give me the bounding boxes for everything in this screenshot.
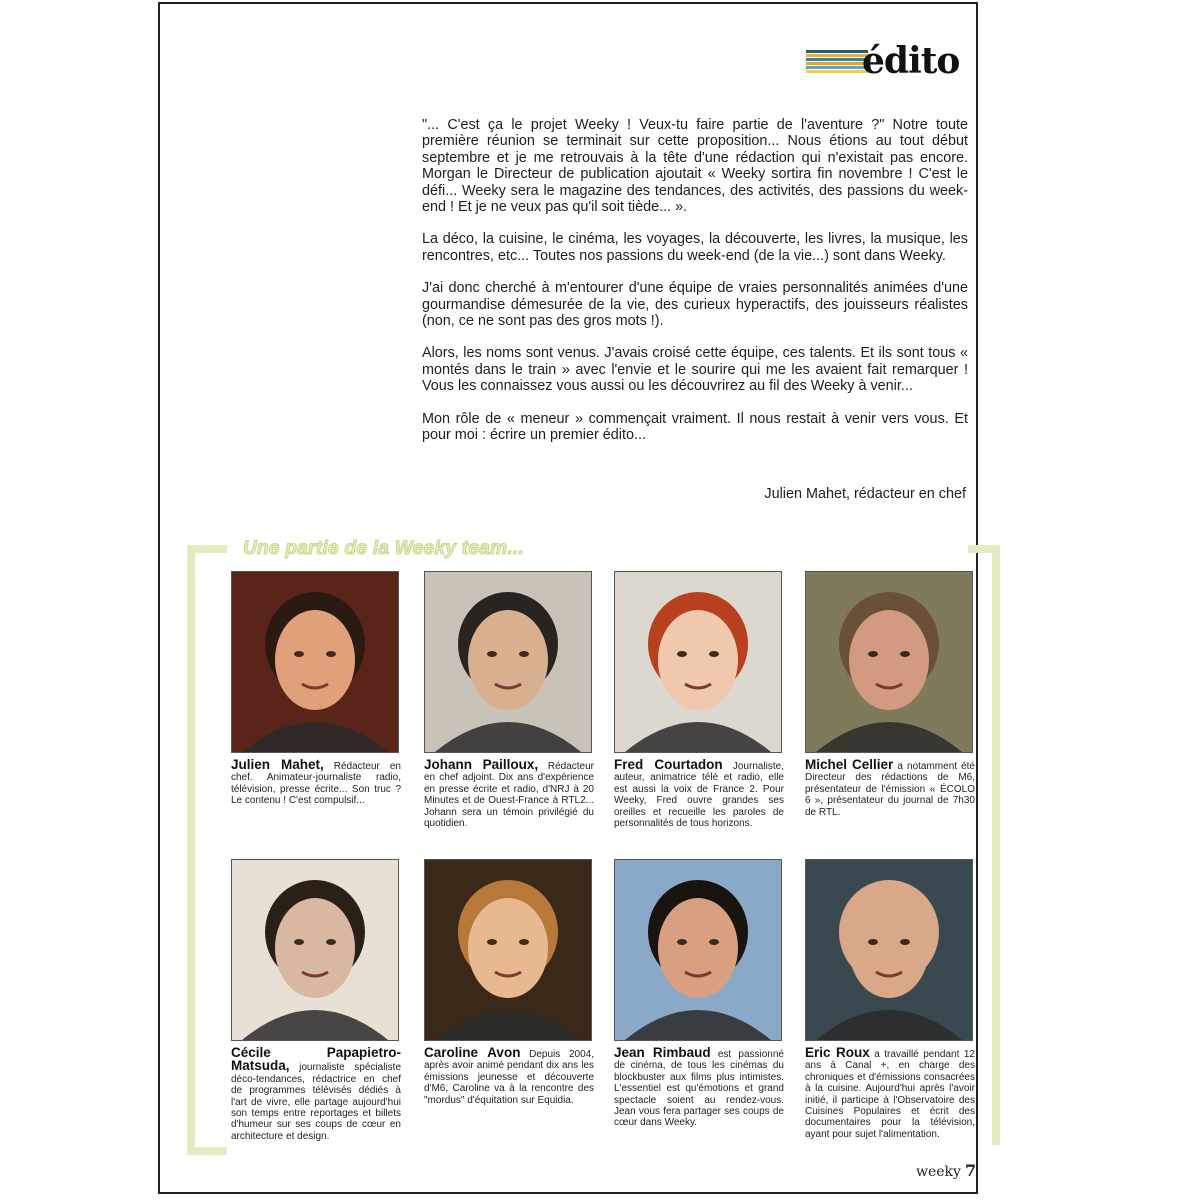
portrait-photo: [424, 571, 592, 753]
stripe: [806, 54, 868, 57]
team-member: [424, 571, 594, 829]
portrait-photo: [614, 571, 782, 753]
member-bio: [231, 759, 401, 807]
editorial-text: [422, 117, 968, 460]
member-description: Journaliste, auteur, animatrice télé et radio, elle est aussi la voix de France 2. Pour Weeky, Fred ouvre grandes ses oreilles et recueille les paroles de personnalités de tous horizons.: [614, 761, 785, 830]
member-name: Julien Mahet,: [231, 757, 324, 772]
member-description: Rédacteur en chef adjoint. Dix ans d'expérience en presse écrite et radio, d'NRJ à 20 Minutes et de Ouest-France à RTL2... Johann sera un témoin privilégié du quotidien.: [424, 761, 594, 830]
edito-paragraph: "... C'est ça le projet Weeky ! Veux-tu faire partie de l'aventure ?" Notre toute première réunion se terminait sur cette proposition... Nous étions au tout début septembre et je me retrouvais à la tête d'une rédaction qui n'existait pas encore. Morgan le Directeur de publication ajoutait « Weeky sortira fin novembre ! C'est le défi... Weeky sera le magazine des tendances, des activités, des passions du week-end ! Et je ne veux pas qu'il soit tiède... ».: [422, 117, 968, 216]
member-bio: [614, 759, 784, 829]
team-member: [805, 859, 975, 1140]
portrait-photo: [805, 859, 973, 1041]
edito-paragraph: Mon rôle de « meneur » commençait vraiment. Il nous restait à venir vers vous. Et pour moi : écrire un premier édito...: [422, 410, 968, 444]
member-bio: [424, 759, 594, 829]
member-name: Johann Pailloux,: [424, 757, 539, 772]
edito-paragraph: La déco, la cuisine, le cinéma, les voyages, la découverte, les livres, la musique, les rencontres, etc... Toutes nos passions du week-end (de la vie...) sont dans Weeky.: [422, 231, 968, 264]
team-member: [231, 859, 401, 1142]
edito-paragraph: J'ai donc cherché à m'entourer d'une équipe de vraies personnalités animées d'une gourmandise démesurée de la vie, des curieux hyperactifs, des jouisseurs réalistes (non, ce ne sont pas des gros mots !).: [422, 280, 968, 330]
member-bio: [805, 1047, 975, 1140]
section-title: édito: [862, 40, 960, 82]
member-name: Cécile Papapietro-Matsuda,: [231, 1045, 401, 1074]
member-description: journaliste spécialiste déco-tendances, rédactrice en chef de programmes télévisés dédiés à l'art de vivre, elle partage aujourd'hui son temps entre reportages et billets d'humeur sur ses coups de cœur en architecture et design.: [231, 1062, 401, 1142]
stripe: [806, 70, 868, 73]
portrait-photo: [231, 571, 399, 753]
edito-paragraph: Alors, les noms sont venus. J'avais croisé cette équipe, ces talents. Et ils sont tous « montés dans le train » avec l'envie et le sourire qui me les avaient fait remarquer ! Vous les connaissez vous aussi ou les découvrirez au fil des Weeky à venir...: [422, 345, 968, 395]
header-stripes: [806, 50, 868, 78]
stripe: [806, 58, 868, 61]
member-bio: [614, 1047, 784, 1129]
member-name: Caroline Avon: [424, 1045, 521, 1060]
member-name: Jean Rimbaud: [614, 1045, 711, 1060]
member-name: Fred Courtadon: [614, 757, 723, 772]
page-footer: [916, 1161, 976, 1180]
team-member: [805, 571, 975, 818]
page-number: 7: [964, 1161, 977, 1180]
bracket-decoration: [992, 545, 1000, 1145]
section-header: [806, 42, 966, 82]
stripe: [806, 66, 868, 69]
member-description: Depuis 2004, après avoir animé pendant dix ans les émissions jeunesse et découverte d'M6, Caroline va à la rencontre des "mordus" d'équitation sur Equidia.: [424, 1049, 594, 1106]
member-bio: [231, 1047, 401, 1142]
member-description: est passionné de cinéma, de tous les cinémas du blockbuster aux films plus intimistes. L'essentiel est qu'émotions et grand spectacle soient au rendez-vous. Jean vous fera partager ses coups de cœur dans Weeky.: [614, 1049, 784, 1129]
bracket-decoration: [187, 1147, 227, 1155]
portrait-photo: [805, 571, 973, 753]
member-bio: [805, 759, 975, 818]
member-description: Rédacteur en chef. Animateur-journaliste radio, télévision, presse écrite... Son truc ? Le contenu ! C'est compulsif...: [231, 761, 401, 807]
stripe: [806, 50, 868, 53]
portrait-photo: [614, 859, 782, 1041]
team-member: [614, 571, 784, 829]
team-member: [424, 859, 594, 1106]
portrait-photo: [231, 859, 399, 1041]
member-description: a notamment été Directeur des rédactions de M6, présentateur de l'émission « ÉCOLO 6 », présentateur du journal de 7h30 de RTL.: [805, 761, 975, 818]
team-title: Une partie de la Weeky team...: [243, 538, 525, 559]
member-bio: [424, 1047, 594, 1106]
signature: Julien Mahet, rédacteur en chef: [764, 486, 966, 502]
team-member: [231, 571, 401, 807]
team-member: [614, 859, 784, 1129]
bracket-decoration: [187, 545, 195, 1155]
portrait-photo: [424, 859, 592, 1041]
footer-brand: weeky: [916, 1164, 961, 1180]
stripe: [806, 62, 868, 65]
member-name: Michel Cellier: [805, 757, 894, 772]
member-name: Eric Roux: [805, 1045, 870, 1060]
member-description: a travaillé pendant 12 ans à Canal +, en charge des chroniques et d'émissions consacrées à la cuisine. Aujourd'hui après l'avoir initié, il participe à l'Observatoire des Cuisines Populaires et écrit des documentaires pour la télévision, ayant pour sujet l'alimentation.: [805, 1049, 975, 1140]
